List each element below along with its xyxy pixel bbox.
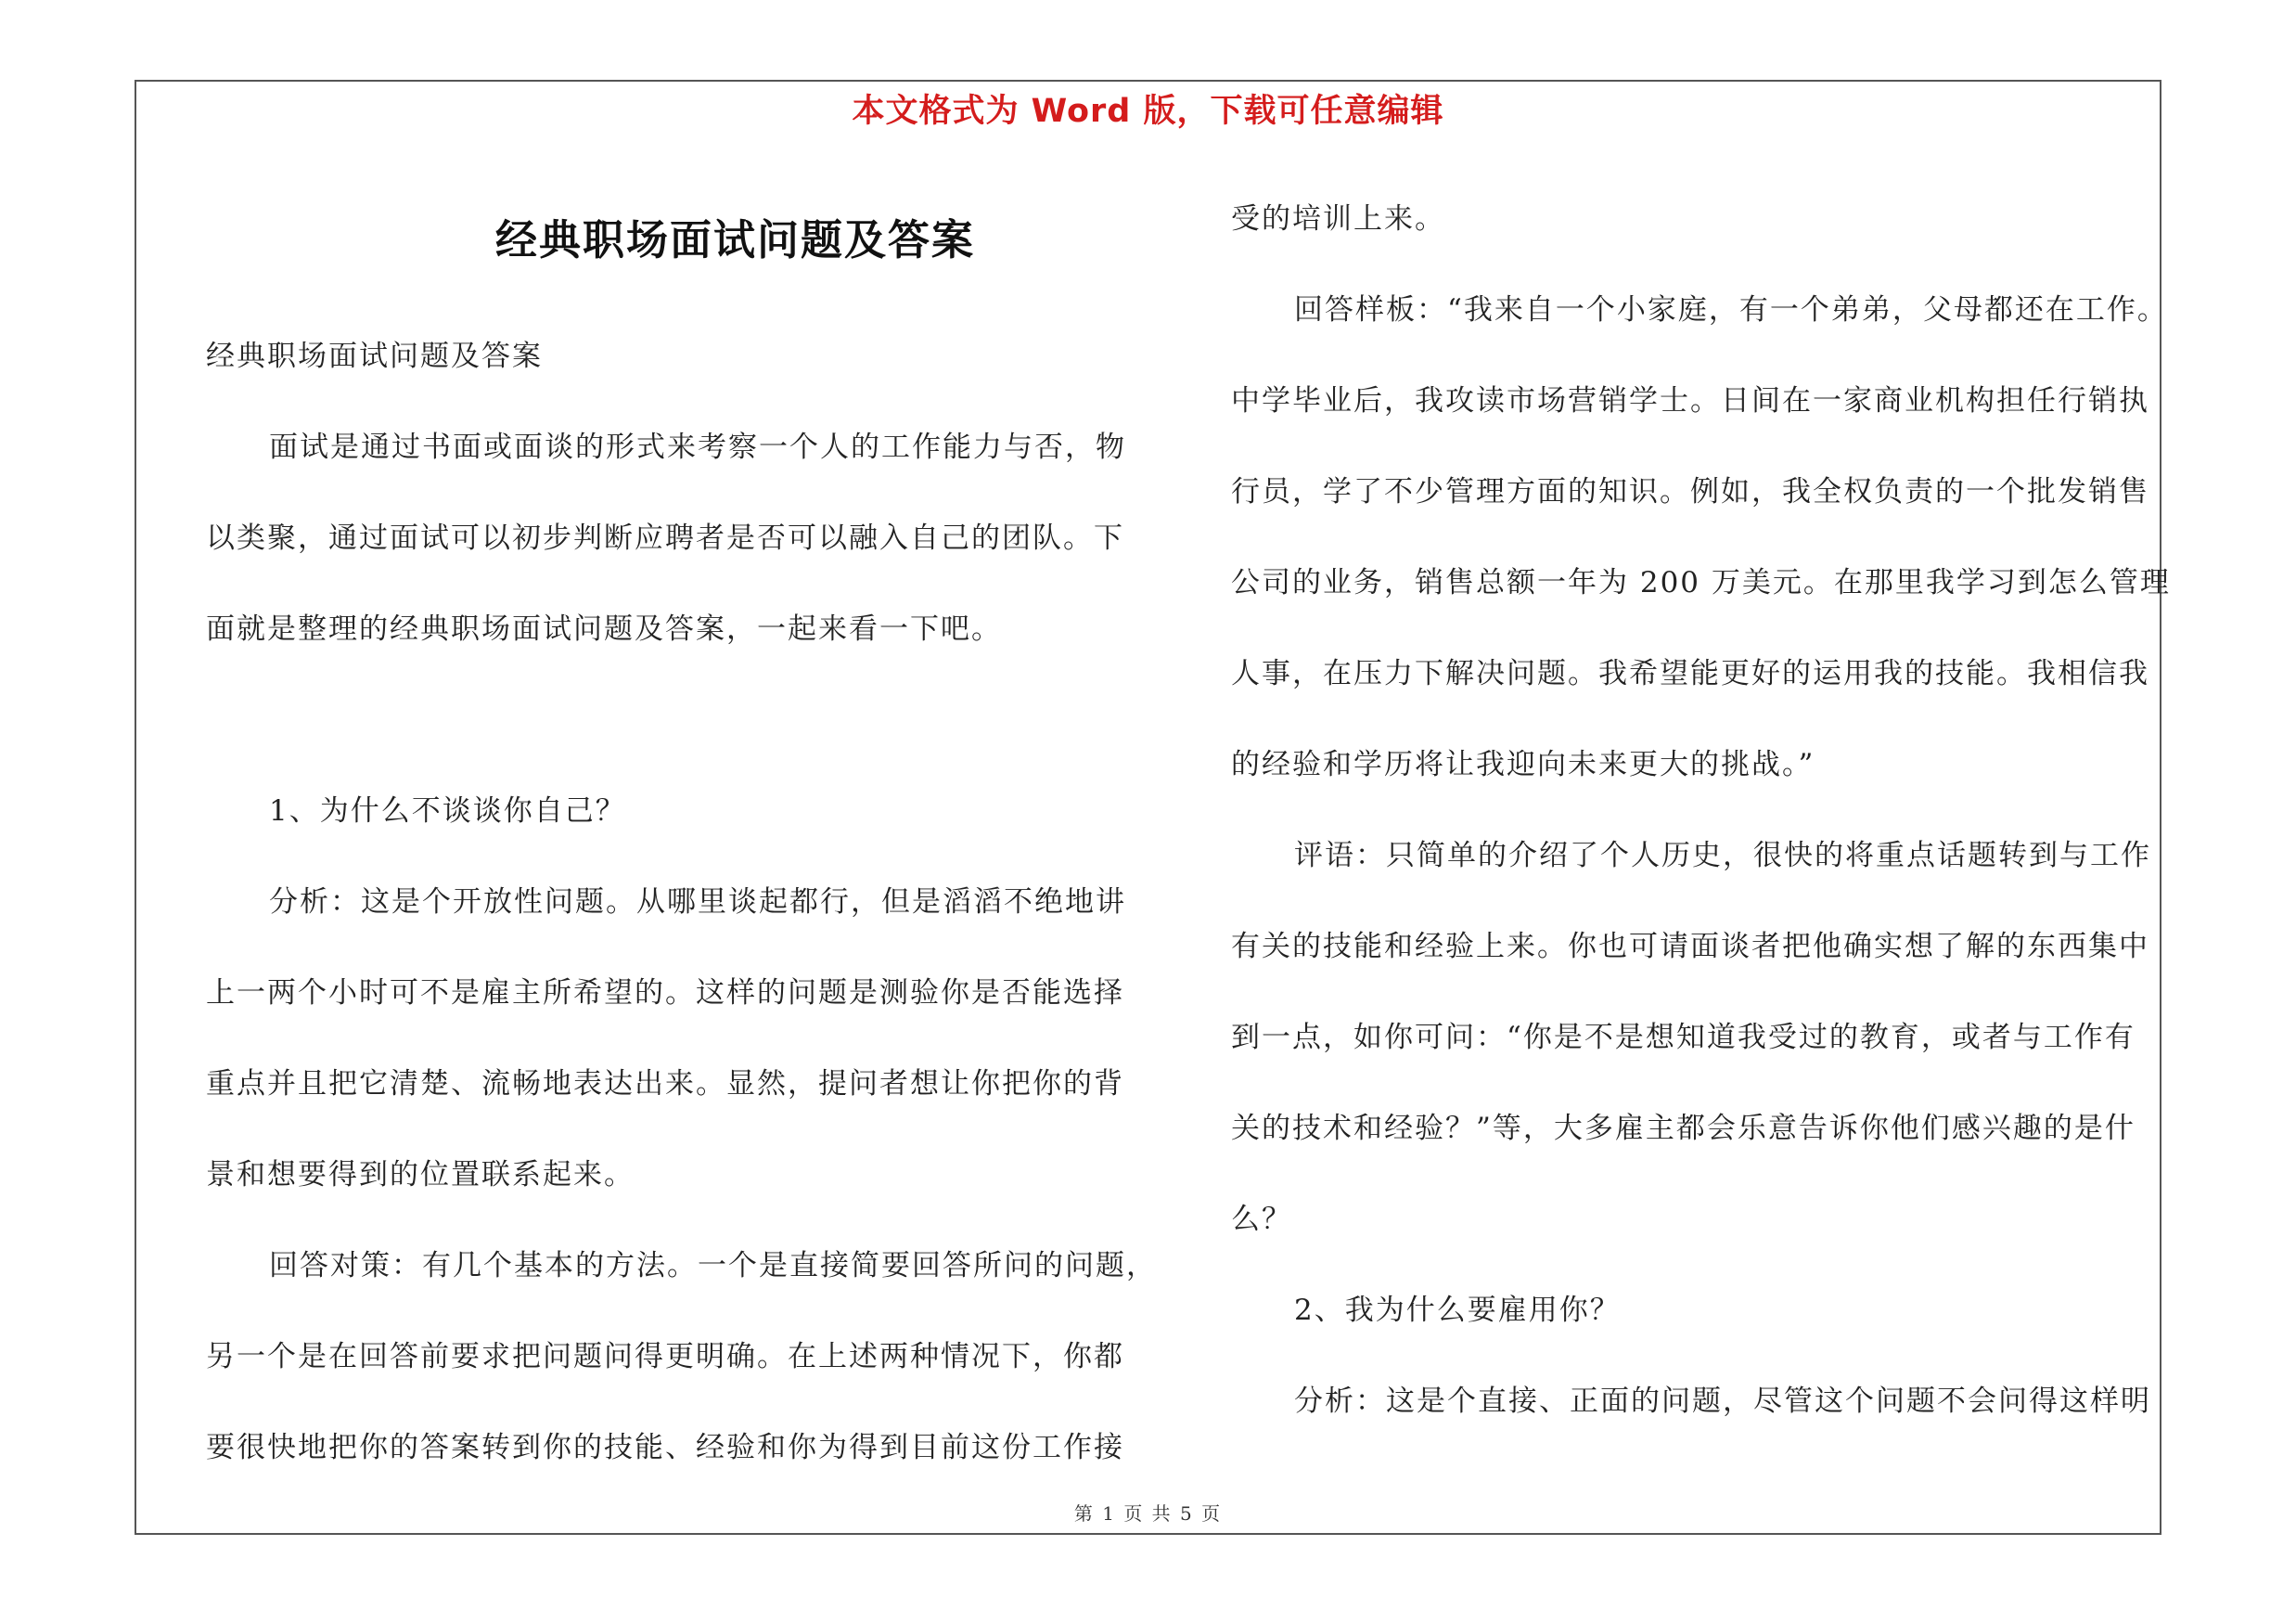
body-line: 行员，学了不少管理方面的知识。例如，我全权负责的一个批发销售 bbox=[1231, 475, 2149, 509]
body-line: 回答对策：有几个基本的方法。一个是直接简要回答所问的问题， bbox=[269, 1249, 1157, 1282]
body-line: 景和想要得到的位置联系起来。 bbox=[206, 1158, 635, 1191]
body-line: 分析：这是个开放性问题。从哪里谈起都行，但是滔滔不绝地讲 bbox=[269, 885, 1126, 919]
question-heading: 1、为什么不谈谈你自己？ bbox=[269, 794, 626, 828]
subtitle-line: 经典职场面试问题及答案 bbox=[206, 340, 543, 373]
body-line: 公司的业务，销售总额一年为 200 万美元。在那里我学习到怎么管理 bbox=[1231, 566, 2171, 599]
format-banner: 本文格式为 Word 版，下载可任意编辑 bbox=[852, 93, 1444, 130]
body-line: 面试是通过书面或面谈的形式来考察一个人的工作能力与否，物 bbox=[269, 431, 1126, 464]
body-line: 上一两个小时可不是雇主所希望的。这样的问题是测验你是否能选择 bbox=[206, 976, 1124, 1010]
document-title: 经典职场面试问题及答案 bbox=[494, 215, 975, 264]
body-line: 到一点，如你可问：“你是不是想知道我受过的教育，或者与工作有 bbox=[1231, 1021, 2136, 1054]
body-line: 以类聚，通过面试可以初步判断应聘者是否可以融入自己的团队。下 bbox=[206, 522, 1124, 555]
body-line: 要很快地把你的答案转到你的技能、经验和你为得到目前这份工作接 bbox=[206, 1431, 1124, 1464]
body-line: 重点并且把它清楚、流畅地表达出来。显然，提问者想让你把你的背 bbox=[206, 1067, 1124, 1101]
question-heading: 2、我为什么要雇用你？ bbox=[1294, 1294, 1621, 1327]
body-line: 么？ bbox=[1231, 1203, 1292, 1236]
body-line: 受的培训上来。 bbox=[1231, 202, 1445, 236]
body-line: 有关的技能和经验上来。你也可请面谈者把他确实想了解的东西集中 bbox=[1231, 930, 2149, 963]
body-line: 人事，在压力下解决问题。我希望能更好的运用我的技能。我相信我 bbox=[1231, 657, 2149, 690]
body-line: 关的技术和经验？”等，大多雇主都会乐意告诉你他们感兴趣的是什 bbox=[1231, 1112, 2136, 1145]
page-number: 第 1 页 共 5 页 bbox=[1073, 1502, 1223, 1525]
body-line: 的经验和学历将让我迎向未来更大的挑战。” bbox=[1231, 748, 1815, 781]
body-line: 分析：这是个直接、正面的问题，尽管这个问题不会问得这样明 bbox=[1294, 1385, 2151, 1418]
body-line: 另一个是在回答前要求把问题问得更明确。在上述两种情况下，你都 bbox=[206, 1340, 1124, 1373]
body-line: 评语：只简单的介绍了个人历史，很快的将重点话题转到与工作 bbox=[1294, 839, 2151, 872]
body-line: 中学毕业后，我攻读市场营销学士。日间在一家商业机构担任行销执 bbox=[1231, 384, 2149, 418]
body-line: 回答样板：“我来自一个小家庭，有一个弟弟，父母都还在工作。 bbox=[1294, 293, 2168, 327]
body-line: 面就是整理的经典职场面试问题及答案，一起来看一下吧。 bbox=[206, 612, 1002, 646]
